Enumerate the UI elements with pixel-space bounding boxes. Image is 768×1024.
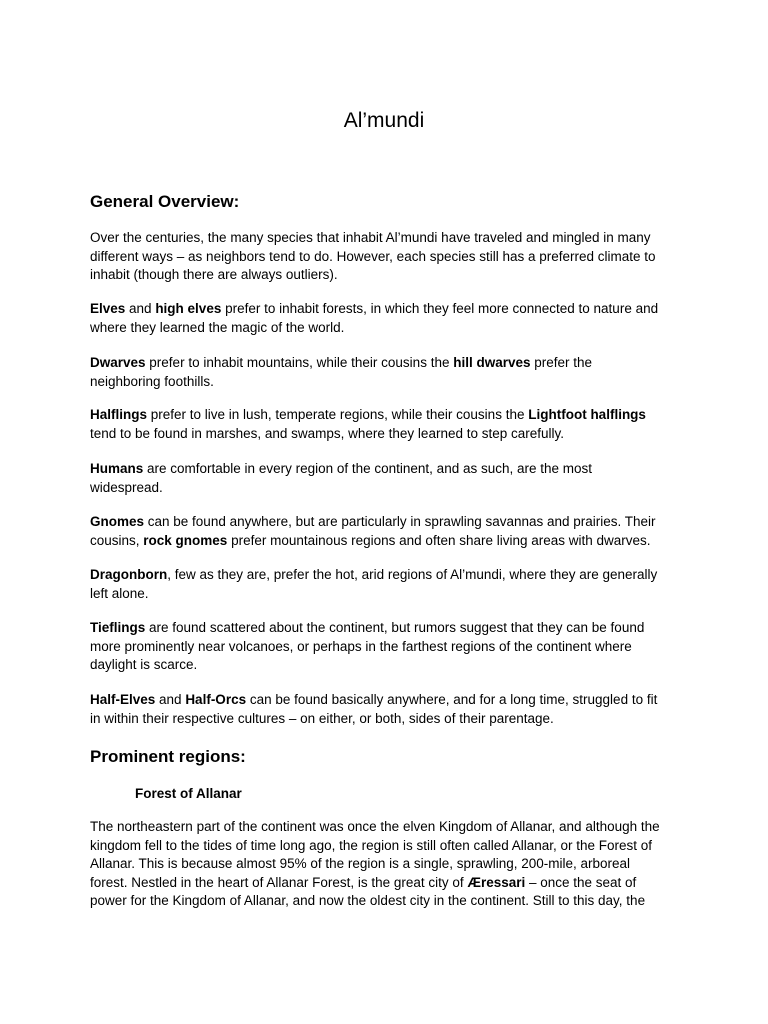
text-run: daylight is scarce. (90, 657, 198, 673)
text-run: are comfortable in every region of the continent, and as such, are the most (143, 461, 593, 476)
text-line (90, 710, 690, 729)
text-run: where they learned the magic of the world. (90, 319, 345, 335)
prominent-regions-heading: Prominent regions: (90, 747, 246, 766)
text-line (90, 406, 690, 425)
text-line (90, 266, 690, 285)
text-run: prefer mountainous regions and often share living areas with dwarves. (227, 532, 651, 548)
text-run: Allanar. This is because almost 95% of the region is a single, sprawling, 200-mile, arboreal (90, 856, 631, 872)
text-line (90, 619, 690, 638)
bold-term: Dwarves (90, 355, 146, 370)
text-run: prefer to live in lush, temperate regions, while their cousins the (147, 407, 529, 422)
text-run: can be found basically anywhere, and for a long time, struggled to fit (246, 692, 658, 707)
text-line (90, 837, 690, 856)
bold-term: high elves (155, 301, 222, 316)
text-line (90, 691, 690, 710)
intro-paragraph (90, 229, 690, 285)
bold-term: Half-Orcs (185, 692, 247, 707)
text-run: prefer the (530, 355, 593, 370)
forest-of-allanar-subheading: Forest of Allanar (135, 786, 242, 801)
elves-paragraph (90, 300, 690, 337)
text-run: kingdom fell to the tides of time long ago, the region is still often called Allanar, or the Forest of (90, 837, 653, 853)
text-run: and (125, 301, 156, 316)
text-run: , few as they are, prefer the hot, arid regions of Al’mundi, where they are generally (167, 567, 658, 582)
text-line (90, 566, 690, 585)
gnomes-paragraph (90, 513, 690, 550)
text-line (90, 874, 690, 893)
text-line (90, 425, 690, 444)
text-line (90, 656, 690, 675)
bold-term: Gnomes (90, 514, 145, 529)
text-line (90, 585, 690, 604)
text-run: prefer to inhabit forests, in which they feel more connected to nature and (221, 301, 659, 316)
bold-term: Halflings (90, 407, 148, 422)
text-run: more prominently near volcanoes, or perhaps in the farthest regions of the continent where (90, 638, 632, 654)
dragonborn-paragraph (90, 566, 690, 603)
document-title: Al’mundi (343, 109, 425, 132)
text-run: cousins, (90, 532, 144, 548)
text-run: left alone. (90, 585, 149, 601)
text-line (90, 855, 690, 874)
text-run: tend to be found in marshes, and swamps, where they learned to step carefully. (90, 425, 565, 441)
text-run: and (155, 692, 186, 707)
half-races-paragraph (90, 691, 690, 728)
text-line (90, 248, 690, 267)
bold-term: Tieflings (90, 620, 146, 635)
bold-term: rock gnomes (143, 532, 228, 548)
text-run: forest. Nestled in the heart of Allanar Forest, is the great city of (90, 874, 468, 890)
bold-term: hill dwarves (453, 355, 531, 370)
bold-term: Elves (90, 301, 126, 316)
text-run: widespread. (90, 479, 163, 495)
general-overview-heading: General Overview: (90, 192, 240, 211)
text-line (90, 892, 690, 911)
bold-term: Humans (90, 461, 144, 476)
bold-term: Æressari (467, 874, 526, 890)
text-line (90, 319, 690, 338)
text-line (90, 638, 690, 657)
text-run: neighboring foothills. (90, 373, 214, 389)
text-run: – once the seat of (525, 874, 637, 890)
tieflings-paragraph (90, 619, 690, 675)
bold-term: Half-Elves (90, 692, 156, 707)
text-line (90, 373, 690, 392)
text-run: inhabit (though there are always outliers). (90, 267, 338, 283)
text-line (90, 532, 690, 551)
text-line (90, 513, 690, 532)
dwarves-paragraph (90, 354, 690, 391)
text-line (90, 300, 690, 319)
text-line (90, 229, 690, 248)
text-run: in within their respective cultures – on either, or both, sides of their parentage. (90, 710, 554, 726)
text-run: can be found anywhere, but are particularly in sprawling savannas and prairies. Their (144, 514, 656, 529)
text-run: different ways – as neighbors tend to do. However, each species still has a preferred climate to (90, 248, 656, 264)
text-run: Over the centuries, the many species that inhabit Al’mundi have traveled and mingled in many (90, 230, 651, 245)
text-run: prefer to inhabit mountains, while their cousins the (145, 355, 454, 370)
text-line (90, 354, 690, 373)
text-run: The northeastern part of the continent was once the elven Kingdom of Allanar, and although the (90, 819, 660, 834)
allanar-paragraph (90, 818, 690, 911)
text-line (90, 479, 690, 498)
halflings-paragraph (90, 406, 690, 443)
humans-paragraph (90, 460, 690, 497)
text-run: power for the Kingdom of Allanar, and now the oldest city in the continent. Still to this day, the (90, 893, 646, 909)
text-line (90, 818, 690, 837)
bold-term: Dragonborn (90, 567, 168, 582)
text-run: are found scattered about the continent, but rumors suggest that they can be found (145, 620, 645, 635)
bold-term: Lightfoot halflings (528, 407, 646, 422)
text-line (90, 460, 690, 479)
